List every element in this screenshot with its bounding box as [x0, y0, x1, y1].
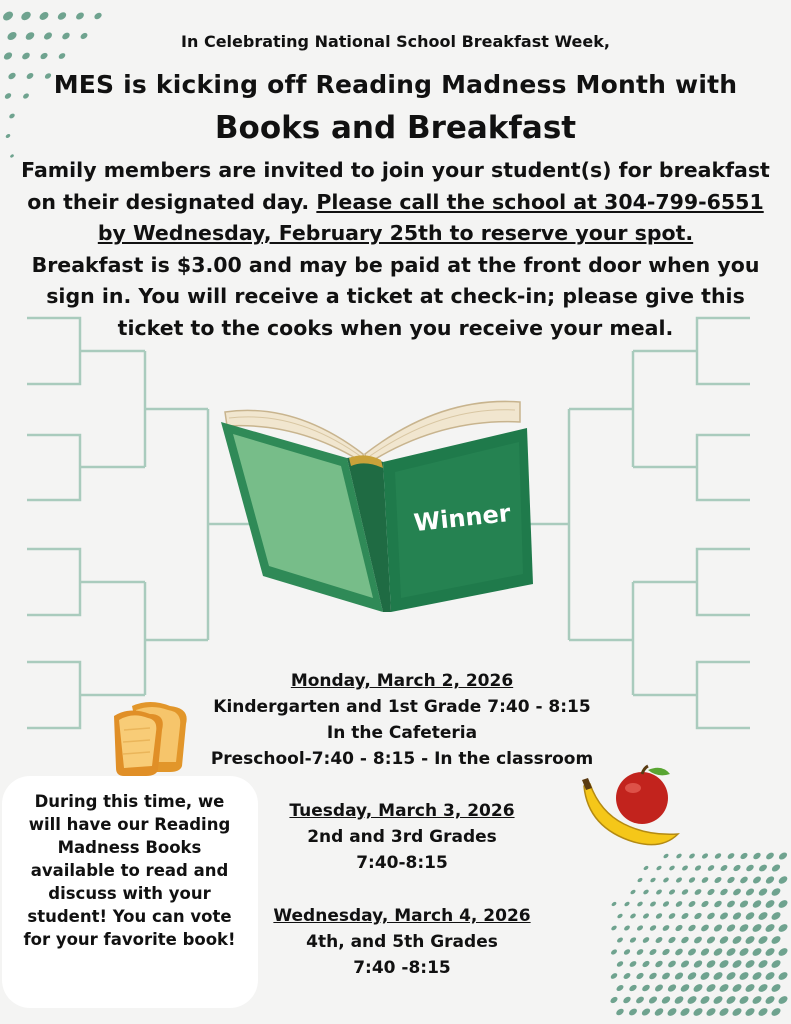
- intro-text-2: Breakfast is $3.00 and may be paid at the front door when you sign in. You will receive a ticket at check-in; please give this ticket to the cooks when you receive your meal.: [31, 252, 760, 340]
- schedule-line: 7:40-8:15: [356, 853, 448, 873]
- intro-paragraph: [20, 155, 771, 344]
- winner-book-illustration: [215, 398, 535, 620]
- bracket-right-r1-b: [633, 435, 750, 500]
- schedule-monday: [192, 668, 612, 772]
- schedule-line: 2nd and 3rd Grades: [307, 827, 497, 847]
- schedule-line: 7:40 -8:15: [353, 958, 451, 978]
- schedule-line: In the Cafeteria: [326, 723, 478, 743]
- bracket-left-r1-c: [27, 549, 145, 615]
- bracket-left-r2-a: [145, 351, 208, 467]
- toast-illustration: [110, 700, 194, 778]
- header-line-1: In Celebrating National School Breakfast Week,: [181, 32, 610, 51]
- page-title: Books and Breakfast: [214, 110, 577, 146]
- schedule-line: Preschool-7:40 - 8:15 - In the classroom: [210, 749, 594, 769]
- book-label: Winner: [412, 499, 512, 538]
- intro-text-1: Family members are invited to join your student(s) for breakfast on their designated day.: [21, 158, 770, 214]
- bracket-right-r2-a: [569, 351, 633, 467]
- bracket-right-r1-d: [633, 662, 750, 728]
- apple: [616, 772, 668, 824]
- schedule-line: Kindergarten and 1st Grade 7:40 - 8:15: [213, 697, 591, 717]
- schedule-day: Tuesday, March 3, 2026: [289, 801, 515, 821]
- schedule-day: Monday, March 2, 2026: [290, 671, 514, 691]
- intro-reserve-text: Please call the school at 304-799-6551 by Wednesday, February 25th to reserve your spot.: [97, 189, 764, 245]
- bracket-right-r1-c: [633, 549, 750, 615]
- info-note-box: [2, 776, 258, 1008]
- header-line-2: MES is kicking off Reading Madness Month with: [53, 70, 738, 99]
- bracket-left-r1-b: [27, 435, 145, 500]
- info-note-text: During this time, we will have our Reading Madness Books available to read and discuss with your student! You can vote for your favorite book!: [23, 792, 236, 949]
- schedule-day: Wednesday, March 4, 2026: [273, 906, 531, 926]
- schedule-line: 4th, and 5th Grades: [306, 932, 498, 952]
